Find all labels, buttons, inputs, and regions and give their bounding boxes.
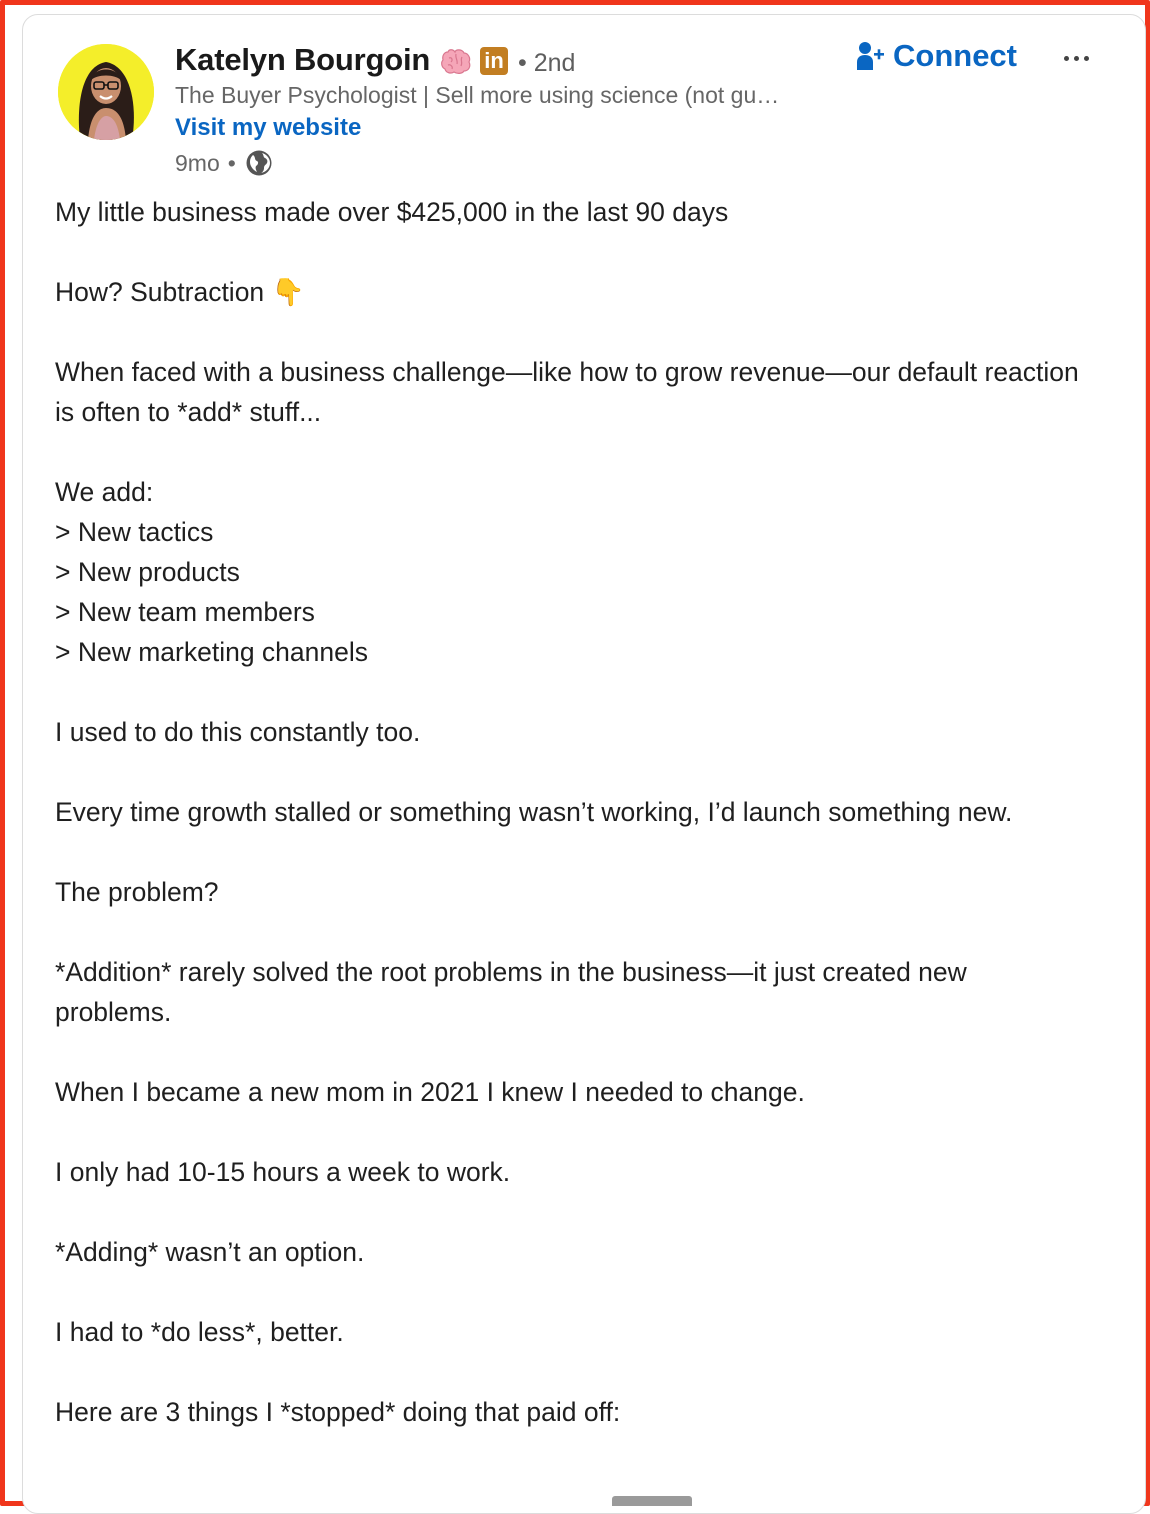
list-item: > New team members	[55, 597, 315, 627]
post-paragraph: I used to do this constantly too.	[55, 717, 421, 747]
connect-label: Connect	[893, 38, 1017, 73]
scrollbar-handle[interactable]	[612, 1496, 692, 1506]
visit-website-link[interactable]: Visit my website	[175, 114, 362, 141]
avatar[interactable]	[58, 44, 154, 140]
post-paragraph: We add:	[55, 477, 154, 507]
post-body	[55, 192, 1085, 1432]
more-dot-icon	[1084, 56, 1089, 61]
post-paragraph: How? Subtraction 👇	[55, 277, 305, 307]
list-item: > New tactics	[55, 517, 214, 547]
more-dot-icon	[1064, 56, 1069, 61]
post-paragraph: The problem?	[55, 877, 219, 907]
more-options-button[interactable]	[1058, 40, 1094, 76]
more-dot-icon	[1074, 56, 1079, 61]
post-paragraph: My little business made over $425,000 in the last 90 days	[55, 197, 729, 227]
connection-degree: • 2nd	[518, 49, 576, 77]
post-paragraph: *Addition* rarely solved the root problems in the business—it just created new problems.	[55, 957, 967, 1027]
post-paragraph: I only had 10-15 hours a week to work.	[55, 1157, 511, 1187]
linkedin-icon: in	[480, 47, 508, 75]
post-paragraph: When faced with a business challenge—like how to grow revenue—our default reaction is often to *add* stuff...	[55, 357, 1079, 427]
meta-separator: •	[227, 149, 236, 176]
person-plus-icon	[855, 40, 887, 72]
list-item: > New products	[55, 557, 240, 587]
post-paragraph: Here are 3 things I *stopped* doing that paid off:	[55, 1397, 621, 1427]
brain-emoji-icon	[440, 46, 472, 76]
post-paragraph: Every time growth stalled or something wasn’t working, I’d launch something new.	[55, 797, 1013, 827]
post-meta	[175, 148, 274, 178]
post-paragraph: *Adding* wasn’t an option.	[55, 1237, 365, 1267]
list-item: > New marketing channels	[55, 637, 369, 667]
post-time: 9mo	[175, 149, 220, 176]
connect-button[interactable]	[855, 38, 1017, 74]
post-paragraph: When I became a new mom in 2021 I knew I needed to change.	[55, 1077, 805, 1107]
author-headline[interactable]: The Buyer Psychologist | Sell more using science (not gu…	[175, 82, 780, 108]
globe-icon	[244, 148, 274, 178]
post-paragraph: I had to *do less*, better.	[55, 1317, 344, 1347]
author-name[interactable]: Katelyn Bourgoin	[175, 42, 431, 77]
